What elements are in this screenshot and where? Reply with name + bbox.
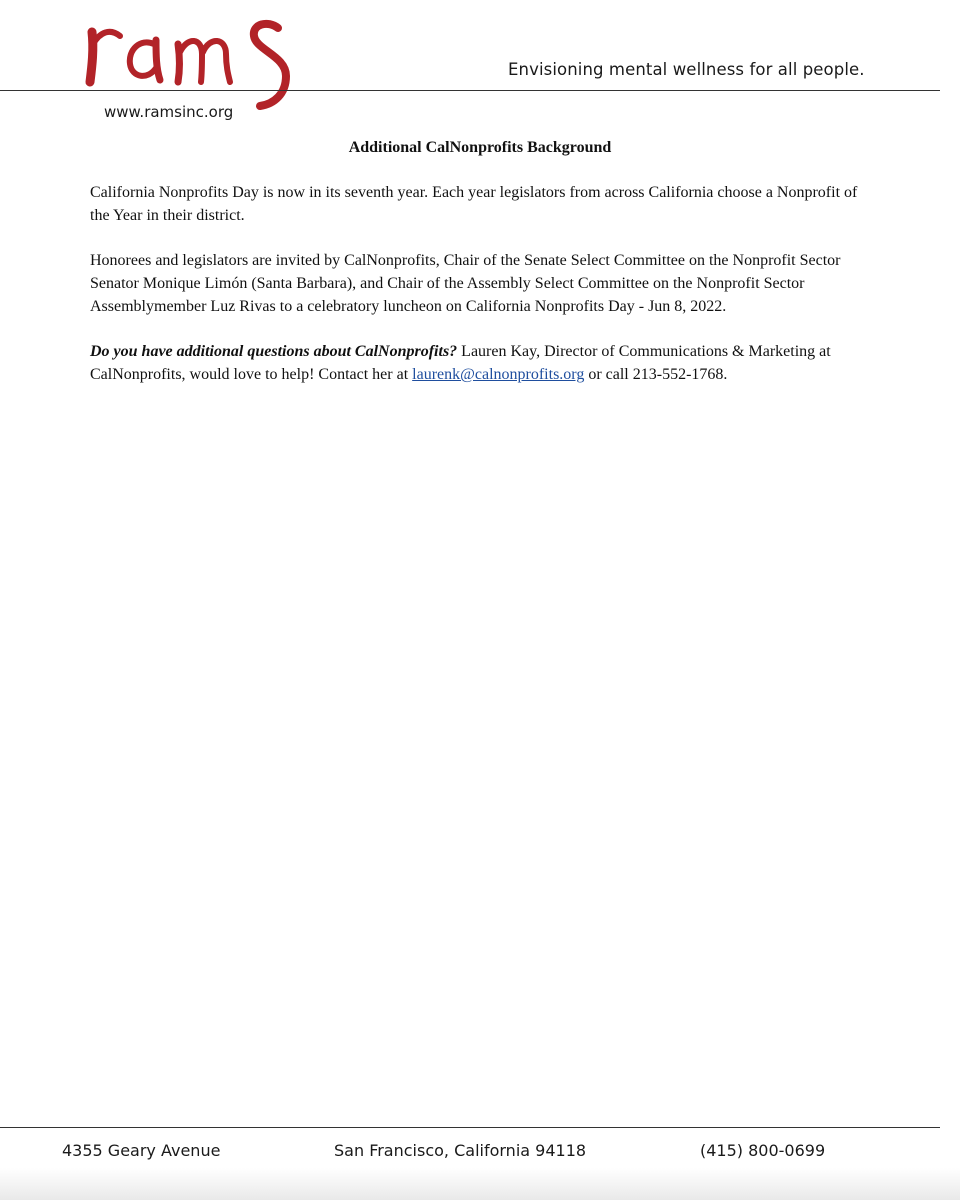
footer-city: San Francisco, California 94118 — [334, 1141, 587, 1160]
contact-tail: or call 213-552-1768. — [584, 366, 728, 383]
tagline: Envisioning mental wellness for all people. — [508, 60, 865, 79]
website-link[interactable]: www.ramsinc.org — [104, 103, 234, 121]
letterhead-header — [0, 0, 960, 130]
footer-address: 4355 Geary Avenue — [62, 1141, 221, 1160]
header-divider — [0, 90, 940, 91]
email-link[interactable]: laurenk@calnonprofits.org — [412, 366, 585, 383]
footer-phone: (415) 800-0699 — [700, 1141, 826, 1160]
page-bottom-shadow — [0, 1168, 960, 1200]
footer-divider — [0, 1127, 940, 1128]
logo-wordmark: rams — [82, 14, 84, 15]
contact-question: Do you have additional questions about CalNonprofits? — [90, 343, 458, 360]
paragraph-contact — [90, 340, 870, 386]
paragraph-intro: California Nonprofits Day is now in its seventh year. Each year legislators from across California choose a Nonprofit of the Year in their district. — [90, 184, 858, 224]
contact-body: Lauren Kay, Director of Communications & Marketing at CalNonprofits, would love to help! Contact her at — [90, 343, 831, 383]
document-title: Additional CalNonprofits Background — [348, 139, 612, 156]
rams-logo — [82, 14, 300, 112]
paragraph-honorees: Honorees and legislators are invited by CalNonprofits, Chair of the Senate Select Committee on the Nonprofit Sector Senator Monique Limón (Santa Barbara), and Chair of the Assembly Select Committee on the Nonprofit Sector Assemblymember Luz Rivas to a celebratory luncheon on California Nonprofits Day - Jun 8, 2022. — [90, 252, 841, 315]
document-body — [90, 136, 870, 408]
